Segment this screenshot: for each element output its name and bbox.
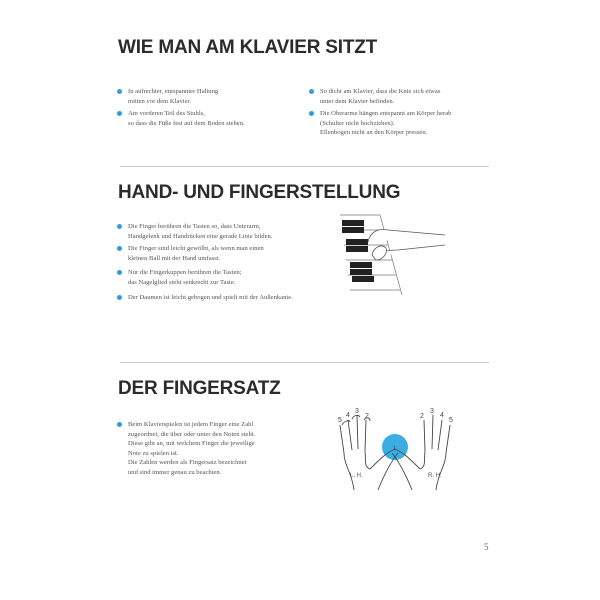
section-title-sitting: WIE MAN AM KLAVIER SITZT bbox=[118, 37, 378, 58]
svg-text:2: 2 bbox=[420, 413, 424, 420]
svg-text:3: 3 bbox=[430, 408, 434, 415]
hand-on-piano-keys-illustration bbox=[330, 210, 490, 300]
bullet-icon bbox=[117, 270, 122, 275]
bullet-icon bbox=[117, 111, 122, 116]
svg-text:R. H.: R. H. bbox=[428, 473, 442, 479]
list-item: Die Oberarme hängen entspannt am Körper herab (Schulter nicht hochziehen). Ellenbogen nicht an den Körper pressen. bbox=[320, 109, 451, 138]
list-item: Die Finger berühren die Tasten so, dass Unterarm, Handgelenk und Handrücken eine gerade Linie bilden. bbox=[128, 222, 272, 241]
bullet-icon bbox=[309, 89, 314, 94]
svg-text:1: 1 bbox=[393, 446, 397, 452]
bullet-icon bbox=[117, 422, 122, 427]
fingering-hands-illustration bbox=[330, 405, 460, 495]
bullet-icon bbox=[117, 224, 122, 229]
svg-text:5: 5 bbox=[338, 417, 342, 424]
divider bbox=[120, 362, 489, 363]
bullet-icon bbox=[117, 246, 122, 251]
list-item: Am vorderen Teil des Stuhls, so dass die Füße fest auf dem Boden stehen. bbox=[128, 109, 245, 128]
list-item: Nur die Fingerkuppen berühren die Tasten; das Nagelglied steht senkrecht zur Taste. bbox=[128, 268, 242, 287]
list-item: So dicht am Klavier, dass die Knie sich etwas unter dem Klavier befinden. bbox=[320, 87, 440, 106]
svg-text:L. H.: L. H. bbox=[350, 473, 363, 479]
section-title-fingering: DER FINGERSATZ bbox=[118, 378, 281, 399]
svg-text:5: 5 bbox=[449, 417, 453, 424]
svg-text:4: 4 bbox=[346, 412, 350, 419]
list-item: In aufrechter, entspannter Haltung mitten vor dem Klavier. bbox=[128, 87, 218, 106]
bullet-icon bbox=[309, 111, 314, 116]
svg-text:2: 2 bbox=[365, 413, 369, 420]
svg-text:3: 3 bbox=[355, 408, 359, 415]
section-title-hand-position: HAND- UND FINGERSTELLUNG bbox=[118, 182, 401, 203]
bullet-icon bbox=[117, 295, 122, 300]
list-item: Der Daumen ist leicht gebogen und spielt mit der Außenkante. bbox=[128, 293, 293, 303]
page-number: 5 bbox=[484, 542, 489, 552]
list-item: Die Finger sind leicht gewölbt, als wenn man einen kleinen Ball mit der Hand umfasst. bbox=[128, 244, 264, 263]
list-item: Beim Klavierspielen ist jedem Finger eine Zahl zugeordnet, die über oder unter den Noten steht. Diese gibt an, mit welchem Finger die jeweilige Note zu spielen ist. Die Zahlen werden als Fingersatz bezeichnet und sind immer genau zu beachten. bbox=[128, 420, 255, 478]
bullet-icon bbox=[117, 89, 122, 94]
svg-text:4: 4 bbox=[440, 412, 444, 419]
divider bbox=[120, 166, 489, 167]
